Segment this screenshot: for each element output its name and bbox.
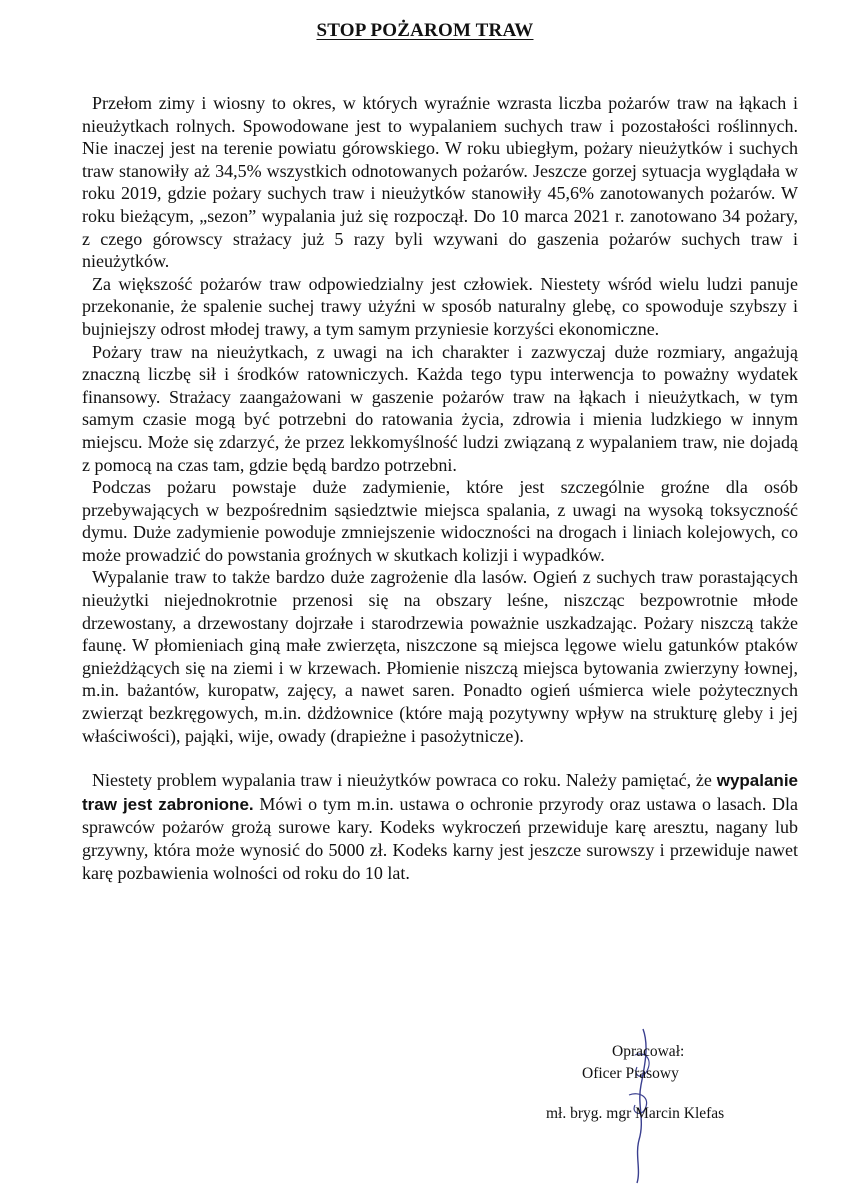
final-text-before: Niestety problem wypalania traw i nieużytków powraca co roku. Należy pamiętać, że (92, 770, 717, 791)
final-text-after: Mówi o tym m.in. ustawa o ochronie przyrody oraz ustawa o lasach. Dla sprawców pożarów grożą surowe kary. Kodeks wykroczeń przewiduje karę aresztu, nagany lub grzywny, która może wynosić do 5000 zł. Kodeks karny jest jeszcze surowszy i przewiduje nawet karę pozbawienia wolności od roku do 10 lat. (82, 793, 798, 883)
paragraph-1: Przełom zimy i wiosny to okres, w których wyraźnie wzrasta liczba pożarów traw na łąkach i nieużytkach rolnych. Spowodowane jest to wypalaniem suchych traw i pozostałości roślinnych. Nie inaczej jest na terenie powiatu górowskiego. W roku ubiegłym, pożary nieużytków i suchych traw stanowiły aż 34,5% wszystkich odnotowanych pożarów. Jeszcze gorzej sytuacja wyglądała w roku 2019, gdzie pożary suchych traw i nieużytków stanowiły 45,6% zanotowanych pożarów. W roku bieżącym, „sezon” wypalania już się rozpoczął. Do 10 marca 2021 r. zanotowano 34 pożary, z czego górowscy strażacy już 5 razy byli wzywani do gaszenia pożarów suchych traw i nieużytków. (82, 93, 798, 272)
signature-prepared-by: Opracował: (612, 1043, 685, 1060)
document-title: STOP POŻAROM TRAW (316, 20, 534, 41)
paragraph-final (82, 769, 798, 884)
document-body (82, 92, 798, 884)
paragraph-4: Podczas pożaru powstaje duże zadymienie, które jest szczególnie groźne dla osób przebywających w bezpośrednim sąsiedztwie miejsca spalania, z uwagi na wysoką toksyczność dymu. Duże zadymienie powoduje zmniejszenie widoczności na drogach i liniach kolejowych, co może prowadzić do powstania groźnych w skutkach kolizji i wypadków. (82, 477, 798, 565)
signature-role: Oficer Prasowy (582, 1065, 679, 1082)
paragraph-5: Wypalanie traw to także bardzo duże zagrożenie dla lasów. Ogień z suchych traw porastających nieużytki niejednokrotnie przenosi się na obszary leśne, niszcząc bezpowrotnie młode drzewostany, a drzewostany dojrzałe i starodrzewia poważnie uszkadzając. Pożary niszczą także faunę. W płomieniach giną małe zwierzęta, niszczone są miejsca lęgowe wielu gatunków ptaków gnieżdżących się na ziemi i w krzewach. Płomienie niszczą miejsca bytowania zwierzyny łownej, m.in. bażantów, kuropatw, zajęcy, a nawet saren. Ponadto ogień uśmierca wiele pożytecznych zwierząt bezkręgowych, m.in. dżdżownice (które mają pozytywny wpływ na strukturę gleby i jej właściwości), pająki, wije, owady (drapieżne i pasożytnicze). (82, 567, 798, 746)
paragraph-3: Pożary traw na nieużytkach, z uwagi na ich charakter i zazwyczaj duże rozmiary, angażują znaczną liczbę sił i środków ratowniczych. Każda tego typu interwencja to poważny wydatek finansowy. Strażacy zaangażowani w gaszenie pożarów traw na łąkach i nieużytkach, w tym samym czasie mogą być potrzebni do ratowania życia, zdrowia i mienia ludzkiego w innym miejscu. Może się zdarzyć, że przez lekkomyślność ludzi związaną z wypalaniem traw, nie dojadą z pomocą na czas tam, gdzie będą bardzo potrzebni. (82, 341, 798, 475)
paragraph-2: Za większość pożarów traw odpowiedzialny jest człowiek. Niestety wśród wielu ludzi panuje przekonanie, że spalenie suchej trawy użyźni w sposób naturalny glebę, co spowoduje szybszy i bujniejszy odrost młodej trawy, a tym samym przyniesie korzyści ekonomiczne. (82, 273, 798, 339)
final-text-bold: wypalanie traw jest zabronione. (82, 771, 798, 814)
signature-name: mł. bryg. mgr Marcin Klefas (546, 1105, 725, 1122)
